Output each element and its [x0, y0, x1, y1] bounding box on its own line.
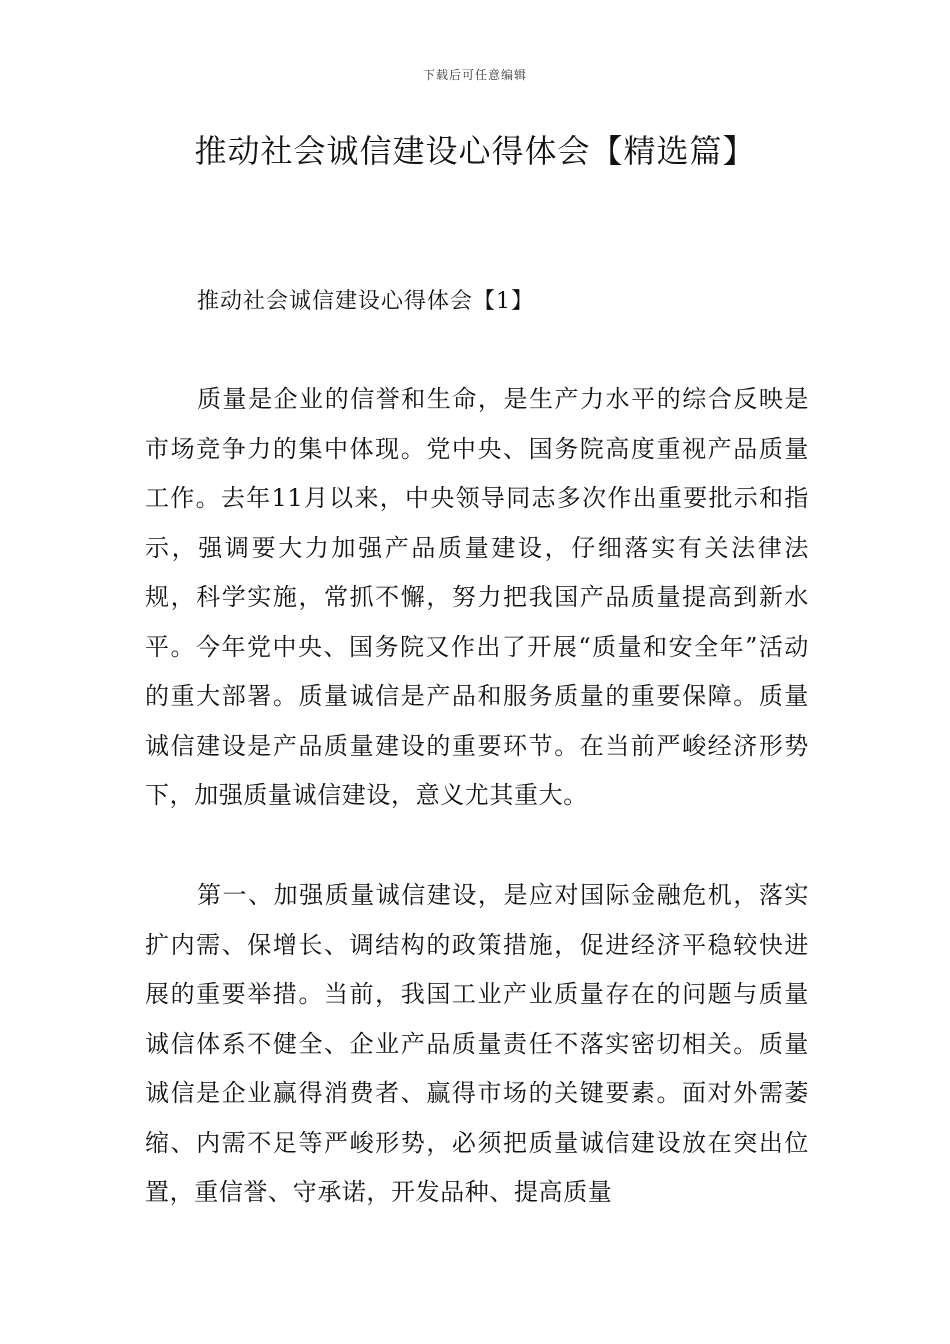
paragraph: 质量是企业的信誉和生命，是生产力水平的综合反映是市场竞争力的集中体现。党中央、国务院高度重视产品质量工作。去年11月以来，中央领导同志多次作出重要批示和指示，强调要大力加强产品质量建设，仔细落实有关法律法规，科学实施，常抓不懈，努力把我国产品质量提高到新水平。今年党中央、国务院又作出了开展“质量和安全年”活动的重大部署。质量诚信是产品和服务质量的重要保障。质量诚信建设是产品质量建设的重要环节。在当前严峻经济形势下，加强质量诚信建设，意义尤其重大。	[145, 385, 809, 809]
header-note: 下载后可任意编辑	[422, 68, 527, 82]
section-heading: 推动社会诚信建设心得体会【1】	[197, 289, 534, 314]
paragraph: 第一、加强质量诚信建设，是应对国际金融危机，落实扩内需、保增长、调结构的政策措施，促进经济平稳较快进展的重要举措。当前，我国工业产业质量存在的问题与质量诚信体系不健全、企业产品质量责任不落实密切相关。质量诚信是企业赢得消费者、赢得市场的关键要素。面对外需萎缩、内需不足等严峻形势，必须把质量诚信建设放在突出位置，重信誉、守承诺，开发品种、提高质量	[145, 881, 809, 1206]
document-title: 推动社会诚信建设心得体会【精选篇】	[194, 132, 756, 170]
